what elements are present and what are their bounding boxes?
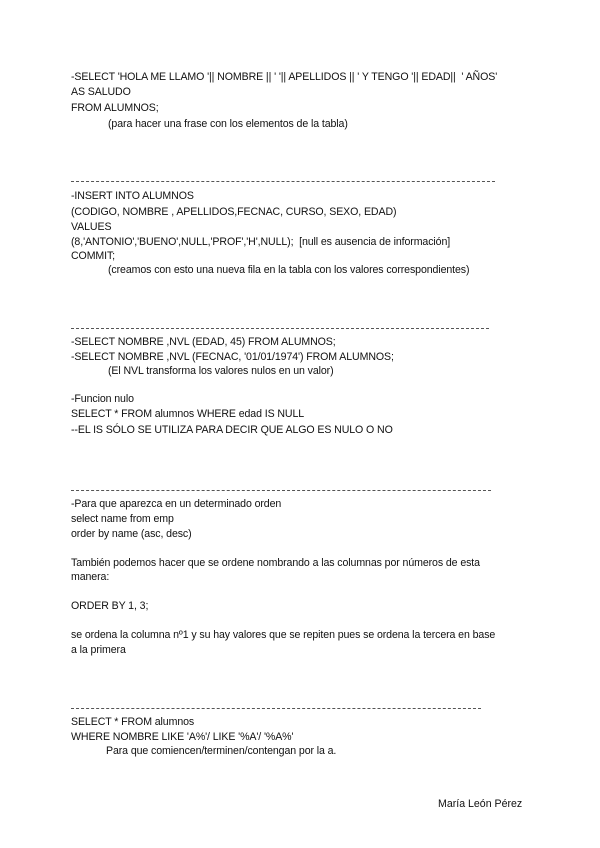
section-divider [71, 490, 491, 491]
sql-line: AS SALUDO [71, 86, 131, 98]
explanation-note: (El NVL transforma los valores nulos en un valor) [108, 365, 334, 377]
sql-line: WHERE NOMBRE LIKE 'A%'/ LIKE '%A'/ '%A%' [71, 731, 294, 743]
explanation-note: (para hacer una frase con los elementos de la tabla) [108, 118, 348, 130]
paragraph-line: se ordena la columna nº1 y su hay valores que se repiten pues se ordena la tercera en base [71, 629, 496, 641]
section-divider [71, 708, 481, 709]
sql-line: FROM ALUMNOS; [71, 102, 159, 114]
explanation-note: Para que comiencen/terminen/contengan por la a. [106, 745, 337, 757]
sql-line: order by name (asc, desc) [71, 528, 192, 540]
paragraph-line: a la primera [71, 644, 126, 656]
explanation-note: (creamos con esto una nueva fila en la tabla con los valores correspondientes) [108, 264, 470, 276]
sql-line: ORDER BY 1, 3; [71, 600, 149, 612]
sql-line: -SELECT NOMBRE ,NVL (EDAD, 45) FROM ALUMNOS; [71, 336, 336, 348]
paragraph-line: manera: [71, 571, 110, 583]
sql-line: VALUES [71, 221, 112, 233]
sql-line: -INSERT INTO ALUMNOS [71, 190, 194, 202]
sql-line: -Funcion nulo [71, 393, 134, 405]
paragraph-line: También podemos hacer que se ordene nombrando a las columnas por números de esta [71, 557, 480, 569]
author-name: María León Pérez [438, 798, 523, 810]
sql-line: SELECT * FROM alumnos [71, 716, 195, 728]
section-divider [71, 181, 495, 182]
section-divider [71, 328, 489, 329]
sql-line: COMMIT; [71, 250, 116, 262]
sql-line: SELECT * FROM alumnos WHERE edad IS NULL [71, 408, 305, 420]
sql-line: -Para que aparezca en un determinado orden [71, 498, 282, 510]
sql-line: -SELECT NOMBRE ,NVL (FECNAC, '01/01/1974') FROM ALUMNOS; [71, 351, 394, 363]
sql-line: -SELECT 'HOLA ME LLAMO '|| NOMBRE || ' '|| APELLIDOS || ' Y TENGO '|| EDAD|| ' AÑOS' [71, 71, 498, 83]
sql-line: select name from emp [71, 513, 174, 525]
sql-line: (8,'ANTONIO','BUENO',NULL,'PROF','H',NULL); [null es ausencia de información] [71, 236, 451, 248]
sql-comment: --EL IS SÓLO SE UTILIZA PARA DECIR QUE ALGO ES NULO O NO [71, 424, 393, 436]
sql-line: (CODIGO, NOMBRE , APELLIDOS,FECNAC, CURSO, SEXO, EDAD) [71, 206, 397, 218]
